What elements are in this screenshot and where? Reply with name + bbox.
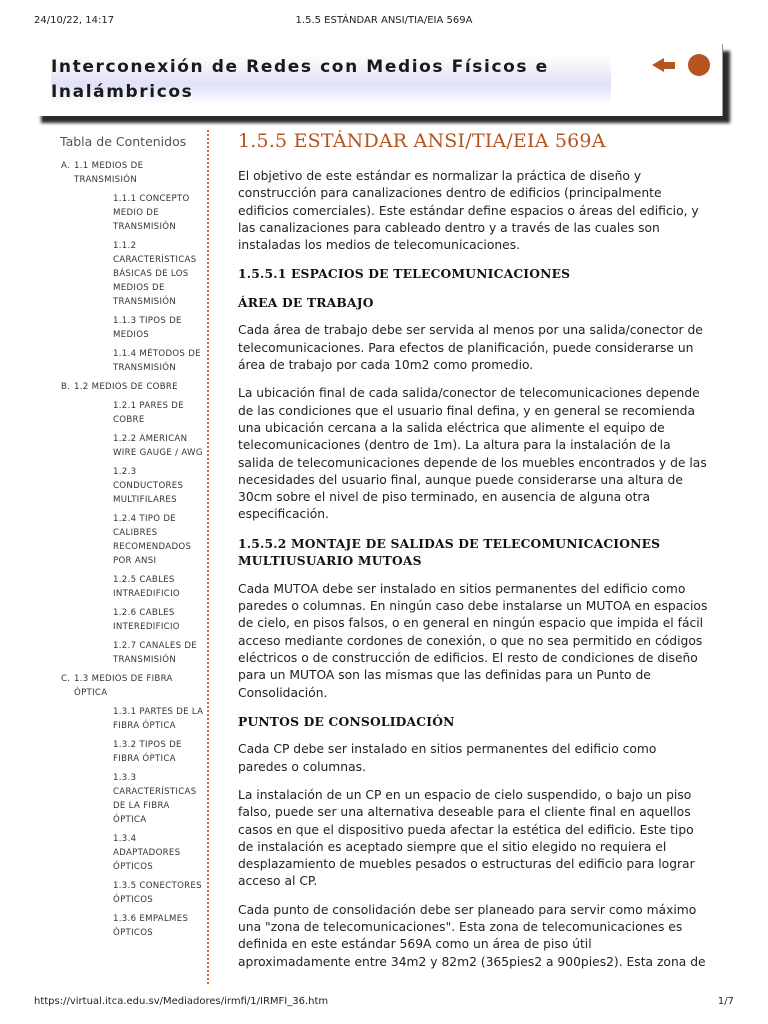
toc-link[interactable]: 1.3.6 EMPALMES ÓPTICOS xyxy=(113,914,189,938)
toc-section[interactable]: C. 1.3 MEDIOS DE FIBRA ÓPTICA xyxy=(61,674,173,698)
page-title: 1.5.5 ESTÁNDAR ANSI/TIA/EIA 569A xyxy=(238,130,606,152)
toc-link[interactable]: 1.3.3 CARACTERÍSTICAS DE LA FIBRA ÓPTICA xyxy=(113,773,197,825)
toc-section[interactable]: A. 1.1 MEDIOS DE TRANSMISIÓN xyxy=(61,161,144,185)
toc-link[interactable]: 1.2.2 AMERICAN WIRE GAUGE / AWG xyxy=(113,434,203,458)
toc-link[interactable]: 1.3.2 TIPOS DE FIBRA ÓPTICA xyxy=(113,740,182,764)
paragraph: Cada CP debe ser instalado en sitios permanentes del edificio como paredes o columnas. xyxy=(238,742,657,774)
nav-buttons xyxy=(652,52,714,80)
print-url: https://virtual.itca.edu.sv/Mediadores/irmfi/1/IRMFI_36.htm xyxy=(34,996,329,1007)
main-content xyxy=(238,130,708,984)
paragraph: La ubicación final de cada salida/conector de telecomunicaciones depende de las condiciones que el usuario final defina, y en general se recomienda una ubicación cercana a la salida eléctrica que alimente el equipo de telecomunicaciones (dentro de 1m). La altura para la instalación de la salida de telecomunicaciones depende de los muebles encontrados y de las necesidades del usuario final, aunque puede considerarse una altura de 30cm sobre el nivel de piso terminado, en ausencia de alguna otra especificación. xyxy=(238,386,707,522)
section-heading: 1.5.5.1 ESPACIOS DE TELECOMUNICACIONES xyxy=(238,266,571,282)
page-number: 1/7 xyxy=(717,996,734,1007)
toc-link[interactable]: 1.3.4 ADAPTADORES ÓPTICOS xyxy=(113,834,181,872)
toc-section[interactable]: B. 1.2 MEDIOS DE COBRE xyxy=(61,382,178,392)
intro-paragraph: El objetivo de este estándar es normalizar la práctica de diseño y construcción para canalizaciones dentro de edificios (principalmente edificios comerciales). Este estándar define espacios o áreas del edificio, y las canalizaciones para cableado dentro y a través de las cuales son instaladas los medios de telecomunicaciones. xyxy=(238,169,699,253)
toc-title: Tabla de Contenidos xyxy=(60,134,187,149)
toc-link[interactable]: 1.1.3 TIPOS DE MEDIOS xyxy=(113,316,182,340)
toc-link[interactable]: 1.3.1 PARTES DE LA FIBRA ÓPTICA xyxy=(113,707,204,731)
table-of-contents xyxy=(50,130,209,984)
print-date: 24/10/22, 14:17 xyxy=(34,15,115,26)
print-header xyxy=(34,15,734,29)
paragraph: Cada área de trabajo debe ser servida al menos por una salida/conector de telecomunicaciones. Para efectos de planificación, puede considerarse un área de trabajo por cada 10m2 como promedio. xyxy=(238,323,703,373)
paragraph: Cada MUTOA debe ser instalado en sitios permanentes del edificio como paredes o columnas. En ningún caso debe instalarse un MUTOA en espacios de cielo, en pisos falsos, o en general en ningún espacio que impida el fácil acceso mediante cordones de conexión, o que no sea permitido en códigos eléctricos o de construcción de edificios. El resto de condiciones de diseño para un MUTOA son las mismas que las definidas para un Punto de Consolidación. xyxy=(238,581,708,700)
toc-link[interactable]: 1.2.3 CONDUCTORES MULTIFILARES xyxy=(113,467,184,505)
toc-link[interactable]: 1.2.5 CABLES INTRAEDIFICIO xyxy=(113,575,180,599)
toc-link[interactable]: 1.2.6 CABLES INTEREDIFICIO xyxy=(113,608,180,632)
print-title: 1.5.5 ESTÁNDAR ANSI/TIA/EIA 569A xyxy=(295,15,473,26)
toc-link[interactable]: 1.2.1 PARES DE COBRE xyxy=(113,401,184,425)
toc-link[interactable]: 1.2.4 TIPO DE CALIBRES RECOMENDADOS POR ANSI xyxy=(113,514,192,566)
section-heading: 1.5.5.2 MONTAJE DE SALIDAS DE TELECOMUNICACIONES MULTIUSUARIO MUTOAS xyxy=(238,535,661,569)
paragraph: Cada punto de consolidación debe ser planeado para servir como máximo una "zona de telecomunicaciones". Esta zona de telecomunicaciones es definida en este estándar 569A como un área de piso útil aproximadamente entre 34m2 y 82m2 (365pies2 a 900pies2). Esta zona de xyxy=(238,902,706,969)
circle-nav-icon[interactable] xyxy=(688,54,710,76)
section-heading: PUNTOS DE CONSOLIDACIÓN xyxy=(238,713,455,729)
course-title xyxy=(51,55,611,105)
course-title-line2: Inalámbricos xyxy=(51,82,194,102)
paragraph: La instalación de un CP en un espacio de cielo suspendido, o bajo un piso falso, puede ser una alternativa deseable para el cliente final en aquellos casos en que el dispositivo pueda afectar la estética del edificio. Este tipo de instalación es aceptado siempre que el sitio elegido no requiera el desplazamiento de muebles pesados o estructuras del edificio para lograr acceso al CP. xyxy=(238,787,695,889)
toc-link[interactable]: 1.3.5 CONECTORES ÓPTICOS xyxy=(113,881,202,905)
course-banner xyxy=(34,44,723,116)
toc-link[interactable]: 1.2.7 CANALES DE TRANSMISIÓN xyxy=(113,641,198,665)
toc-link[interactable]: 1.1.1 CONCEPTO MEDIO DE TRANSMISIÓN xyxy=(113,194,190,232)
toc-link[interactable]: 1.1.2 CARACTERÍSTICAS BÁSICAS DE LOS MEDIOS DE TRANSMISIÓN xyxy=(113,241,197,307)
course-title-line1: Interconexión de Redes con Medios Físicos e xyxy=(51,57,549,77)
toc-link[interactable]: 1.1.4 MÉTODOS DE TRANSMISIÓN xyxy=(113,349,201,373)
print-footer xyxy=(34,996,734,1010)
section-heading: ÁREA DE TRABAJO xyxy=(238,294,374,310)
